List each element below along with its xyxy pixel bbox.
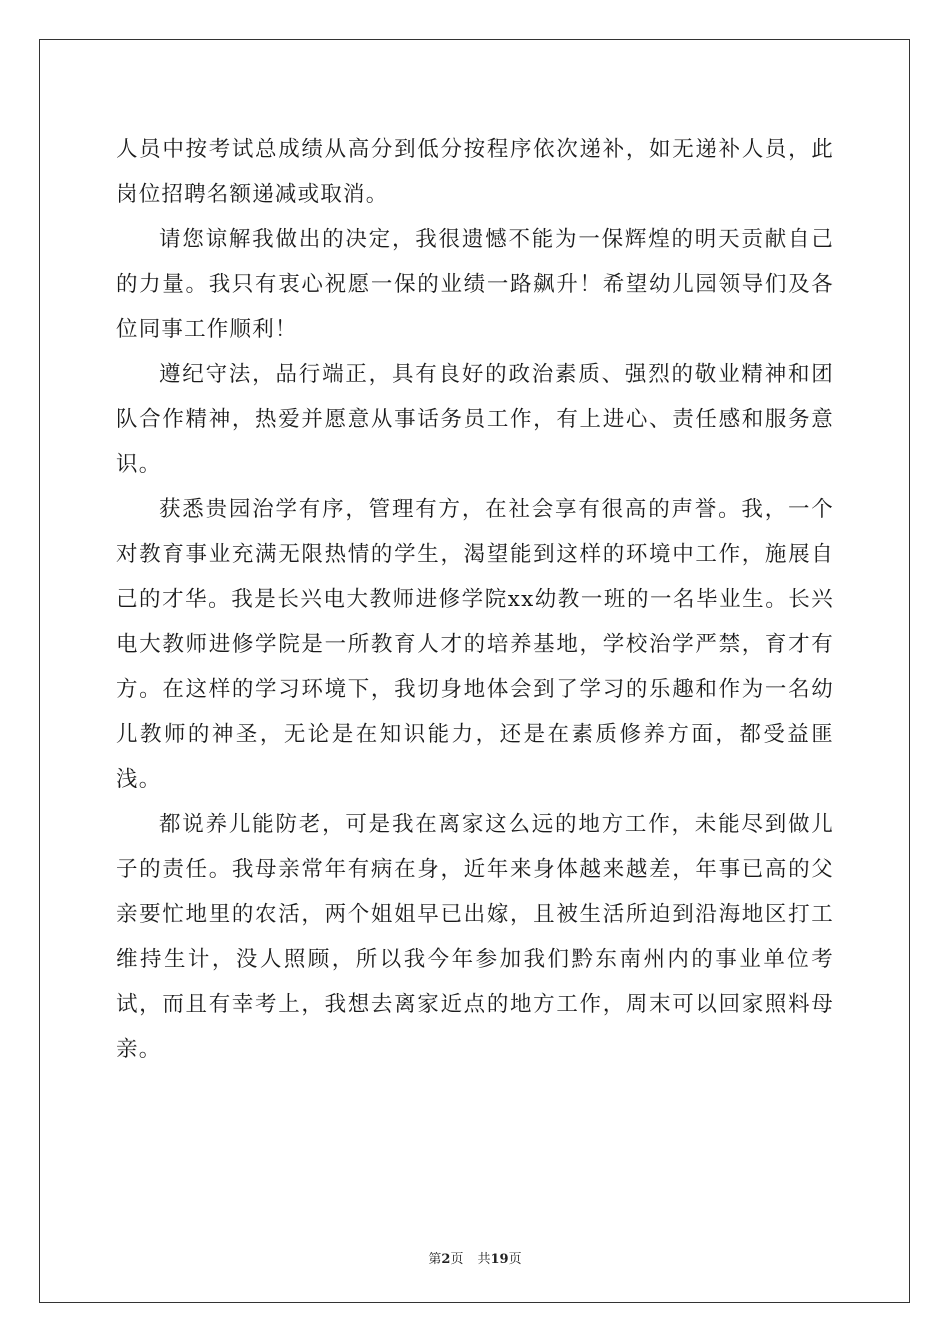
footer-total-suffix: 页 <box>508 1252 522 1267</box>
footer-page-number: 2 <box>441 1252 451 1267</box>
paragraph-5: 都说养儿能防老，可是我在离家这么远的地方工作，未能尽到做儿子的责任。我母亲常年有病在身，近年来身体越来越差，年事已高的父亲要忙地里的农活，两个姐姐早已出嫁，且被生活所迫到沿海地区打工维持生计，没人照顾，所以我今年参加我们黔东南州内的事业单位考试，而且有幸考上，我想去离家近点的地方工作，周末可以回家照料母亲。 <box>116 812 834 1062</box>
paragraph-2: 请您谅解我做出的决定，我很遗憾不能为一保辉煌的明天贡献自己的力量。我只有衷心祝愿一保的业绩一路飙升！希望幼儿园领导们及各位同事工作顺利！ <box>116 227 834 342</box>
document-body <box>116 127 834 1072</box>
footer-total-prefix: 共 <box>477 1252 491 1267</box>
footer-total-pages: 19 <box>490 1252 509 1267</box>
footer-page-suffix: 页 <box>450 1252 464 1267</box>
paragraph-3: 遵纪守法，品行端正，具有良好的政治素质、强烈的敬业精神和团队合作精神，热爱并愿意从事话务员工作，有上进心、责任感和服务意识。 <box>116 362 834 477</box>
page-footer <box>0 1248 950 1267</box>
paragraph-4: 获悉贵园治学有序，管理有方，在社会享有很高的声誉。我，一个对教育事业充满无限热情的学生，渴望能到这样的环境中工作，施展自己的才华。我是长兴电大教师进修学院xx幼教一班的一名毕业生。长兴电大教师进修学院是一所教育人才的培养基地，学校治学严禁，育才有方。在这样的学习环境下，我切身地体会到了学习的乐趣和作为一名幼儿教师的神圣，无论是在知识能力，还是在素质修养方面，都受益匪浅。 <box>116 497 834 792</box>
paragraph-1: 人员中按考试总成绩从高分到低分按程序依次递补，如无递补人员，此岗位招聘名额递减或取消。 <box>116 137 834 207</box>
footer-prefix: 第 <box>428 1252 442 1267</box>
